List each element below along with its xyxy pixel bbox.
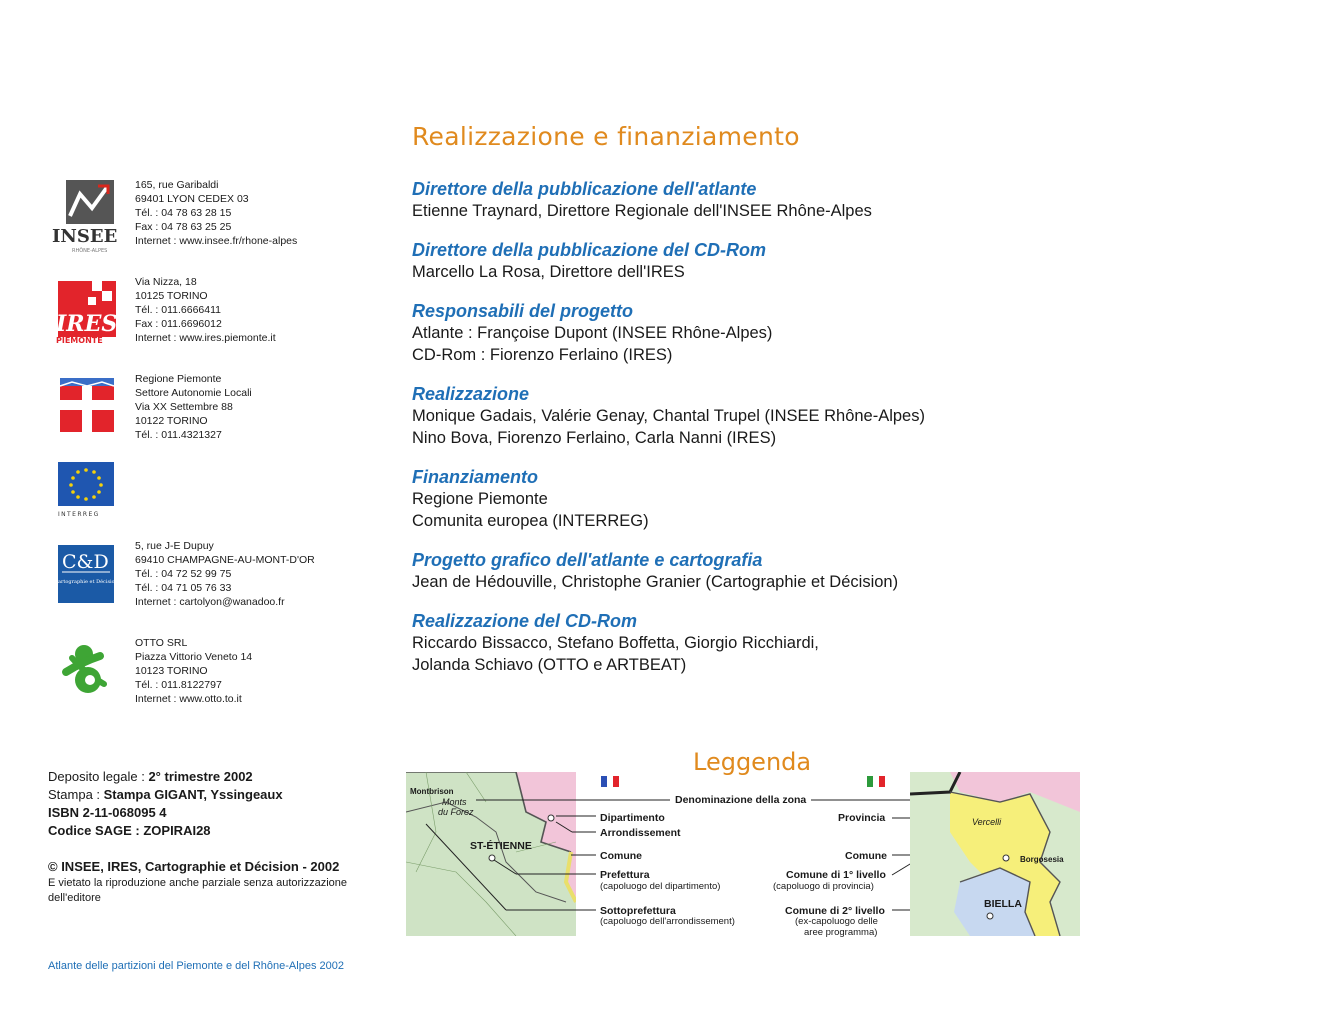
otto-logo xyxy=(52,638,124,714)
map-label-vercelli: Vercelli xyxy=(972,817,1002,827)
legend-fr-item: Arrondissement xyxy=(600,827,681,839)
footer-title: Atlante delle partizioni del Piemonte e del Rhône-Alpes 2002 xyxy=(48,960,344,972)
address-line: 69401 LYON CEDEX 03 xyxy=(135,193,249,205)
ires-logo-text: IRES xyxy=(56,311,118,337)
credit-item xyxy=(412,610,972,676)
ires-logo-sub: PIEMONTE xyxy=(56,336,103,345)
credit-line: Atlante : Françoise Dupont (INSEE Rhône-Alpes) xyxy=(412,324,773,342)
credit-item xyxy=(412,466,972,532)
org-address xyxy=(135,178,297,248)
address-line: Tél. : 04 78 63 28 15 xyxy=(135,207,232,219)
address-line: 10122 TORINO xyxy=(135,415,208,427)
legend-fr-item: Comune xyxy=(600,850,642,862)
deposito-legale xyxy=(48,768,398,786)
credit-line: Monique Gadais, Valérie Genay, Chantal Trupel (INSEE Rhône-Alpes) xyxy=(412,407,925,425)
credit-line: Etienne Traynard, Direttore Regionale dell'INSEE Rhône-Alpes xyxy=(412,202,872,220)
copyright xyxy=(48,858,398,876)
org-regione-piemonte xyxy=(52,374,382,454)
legend-fr-item: Dipartimento xyxy=(600,812,665,824)
credit-heading: Finanziamento xyxy=(412,467,539,487)
address-line: Internet : www.insee.fr/rhone-alpes xyxy=(135,235,298,247)
insee-logo-sub: RHÔNE-ALPES xyxy=(72,248,108,254)
legend-it-item: Comune di 1° livello xyxy=(786,869,886,881)
address-line: Regione Piemonte xyxy=(135,373,222,385)
address-line: 69410 CHAMPAGNE-AU-MONT-D'OR xyxy=(135,554,315,566)
credit-heading: Realizzazione del CD-Rom xyxy=(412,611,638,631)
credit-line: Marcello La Rosa, Direttore dell'IRES xyxy=(412,263,685,281)
org-address xyxy=(135,636,252,706)
credit-item xyxy=(412,383,972,449)
stampa-value: Stampa GIGANT, Yssingeaux xyxy=(103,787,283,802)
address-line: Via Nizza, 18 xyxy=(135,276,197,288)
map-label-forez: du Forez xyxy=(438,807,474,817)
credit-line: Riccardo Bissacco, Stefano Boffetta, Giorgio Ricchiardi, xyxy=(412,634,819,652)
legend-fr-item-sub: (capoluogo dell'arrondissement) xyxy=(600,916,735,927)
org-address xyxy=(135,275,276,345)
ires-logo xyxy=(52,277,124,353)
map-label-borgosesia: Borgosesia xyxy=(1020,855,1064,864)
cd-logo xyxy=(52,541,124,617)
address-line: 165, rue Garibaldi xyxy=(135,179,219,191)
credit-item xyxy=(412,300,972,366)
address-line: Via XX Settembre 88 xyxy=(135,401,233,413)
legend-it-item-sub: (capoluogo di provincia) xyxy=(773,881,874,892)
address-line: Tél. : 04 71 05 76 33 xyxy=(135,582,232,594)
legend-title: Leggenda xyxy=(693,748,812,776)
credit-item xyxy=(412,549,972,593)
legend-it-item-sub: aree programma) xyxy=(804,927,878,938)
eu-flag-logo xyxy=(52,460,124,536)
credit-line: Regione Piemonte xyxy=(412,490,548,508)
legend-it-item-sub: (ex-capoluogo delle xyxy=(795,916,878,927)
address-line: 10123 TORINO xyxy=(135,665,208,677)
map-label-biella: BIELLA xyxy=(984,898,1022,910)
credit-line: Comunita europea (INTERREG) xyxy=(412,512,649,530)
copyright-text: © INSEE, IRES, Cartographie et Décision - 2002 xyxy=(48,859,340,874)
map-label-monts: Monts xyxy=(442,797,467,807)
credit-heading: Progetto grafico dell'atlante e cartografia xyxy=(412,550,763,570)
deposito-value: 2° trimestre 2002 xyxy=(148,769,253,784)
address-line: Tél. : 011.8122797 xyxy=(135,679,222,691)
cd-logo-sub: Cartographie et Décision xyxy=(54,579,118,585)
org-address xyxy=(135,539,315,609)
credit-line: CD-Rom : Fiorenzo Ferlaino (IRES) xyxy=(412,346,673,364)
isbn xyxy=(48,804,398,822)
address-line: Internet : www.ires.piemonte.it xyxy=(135,332,276,344)
address-line: Fax : 04 78 63 25 25 xyxy=(135,221,232,233)
org-interreg xyxy=(52,460,382,540)
insee-logo-text: INSEE xyxy=(52,226,118,247)
credit-line: Nino Bova, Fiorenzo Ferlaino, Carla Nanni (IRES) xyxy=(412,429,777,447)
credit-heading: Direttore della pubblicazione dell'atlante xyxy=(412,179,757,199)
address-line: 10125 TORINO xyxy=(135,290,208,302)
isbn-value: ISBN 2-11-068095 4 xyxy=(48,805,167,820)
interreg-logo-text: INTERREG xyxy=(58,511,100,518)
credits-list xyxy=(412,178,972,693)
reproduction-notice: E vietato la riproduzione anche parziale senza autorizzazione dell'editore xyxy=(48,877,348,904)
legend-fr-item-sub: (capoluogo del dipartimento) xyxy=(600,881,721,892)
credit-heading: Direttore della pubblicazione del CD-Rom xyxy=(412,240,767,260)
page-title: Realizzazione e finanziamento xyxy=(412,122,800,151)
address-line: Internet : www.otto.to.it xyxy=(135,693,242,705)
address-line: Settore Autonomie Locali xyxy=(135,387,252,399)
org-ires xyxy=(52,277,382,357)
credit-heading: Responsabili del progetto xyxy=(412,301,634,321)
credit-item xyxy=(412,178,972,222)
cd-logo-text: C&D xyxy=(62,551,109,573)
org-address xyxy=(135,372,252,442)
legend-it-item: Comune di 2° livello xyxy=(785,905,885,917)
address-line: Tél. : 04 72 52 99 75 xyxy=(135,568,232,580)
map-label-montbrison: Montbrison xyxy=(410,787,454,796)
codice-value: Codice SAGE : ZOPIRAI28 xyxy=(48,823,211,838)
codice-sage xyxy=(48,822,398,840)
org-insee xyxy=(52,180,382,260)
address-line: Piazza Vittorio Veneto 14 xyxy=(135,651,253,663)
deposito-label: Deposito legale : xyxy=(48,769,149,784)
credit-line: Jean de Hédouville, Christophe Granier (Cartographie et Décision) xyxy=(412,573,899,591)
address-line: 5, rue J-E Dupuy xyxy=(135,540,214,552)
map-label-st-etienne: ST-ÉTIENNE xyxy=(470,840,532,852)
credit-heading: Realizzazione xyxy=(412,384,530,404)
address-line: OTTO SRL xyxy=(135,637,188,649)
legend-map-italy xyxy=(910,772,1080,936)
credit-line: Jolanda Schiavo (OTTO e ARTBEAT) xyxy=(412,656,687,674)
legend-fr-item: Sottoprefettura xyxy=(600,905,676,917)
address-line: Tél. : 011.4321327 xyxy=(135,429,222,441)
piemonte-coat-of-arms-logo xyxy=(52,374,124,450)
stampa xyxy=(48,786,398,804)
org-cartographie-decision xyxy=(52,541,382,621)
org-otto xyxy=(52,638,382,718)
credit-item xyxy=(412,239,972,283)
legal-info xyxy=(48,768,398,906)
legend-it-item: Provincia xyxy=(838,812,886,824)
address-line: Tél. : 011.6666411 xyxy=(135,304,222,316)
legend-zone-label: Denominazione della zona xyxy=(675,794,807,806)
stampa-label: Stampa : xyxy=(48,787,104,802)
legend-fr-item: Prefettura xyxy=(600,869,650,881)
address-line: Internet : cartolyon@wanadoo.fr xyxy=(135,596,285,608)
legend-it-item: Comune xyxy=(845,850,887,862)
address-line: Fax : 011.6696012 xyxy=(135,318,222,330)
insee-logo xyxy=(52,180,124,256)
